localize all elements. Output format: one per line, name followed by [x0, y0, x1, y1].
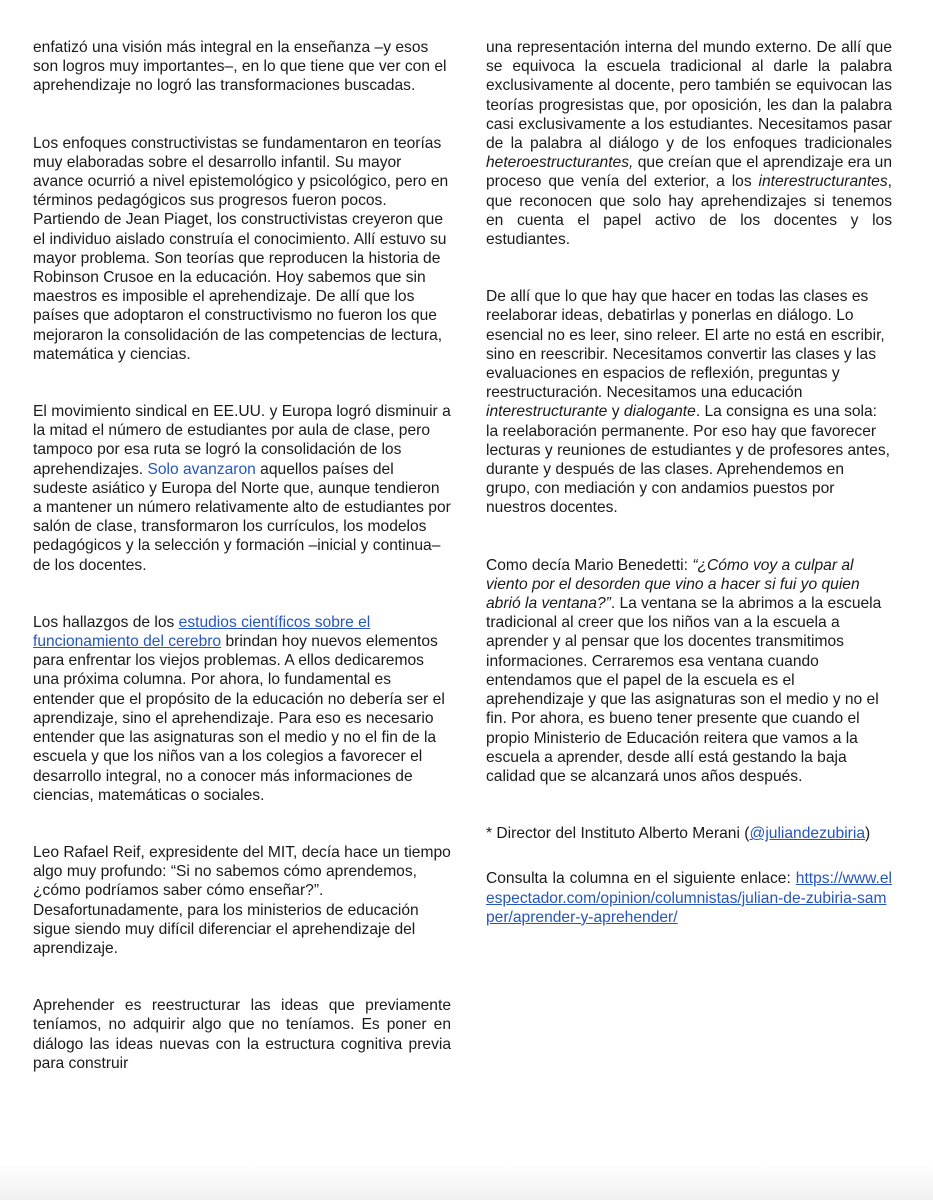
paragraph-union-movement — [33, 402, 451, 575]
author-note-close: ) — [865, 825, 871, 843]
paragraph-mit-quote — [33, 843, 451, 958]
right-column — [486, 38, 892, 927]
author-note — [486, 824, 892, 843]
left-column — [33, 38, 451, 1111]
paragraph-classes-conjunction: y — [611, 403, 620, 421]
paragraph-classes-text-b: . La consigna es una sola: la reelaboración permanente. Por eso hay que favorecer lecturas y reuniones de estudiantes y de profesores antes, durante y después de las clases. Aprehendemos en grupo, con mediación y con andamios puestos por nuestros docentes. — [486, 403, 890, 517]
paragraph-constructivism — [33, 134, 451, 364]
author-note-text: * Director del Instituto Alberto Merani ( — [486, 825, 750, 843]
paragraph-aprehender-text: Aprehender es reestructurar las ideas que previamente teníamos, no adquirir algo que no teníamos. Es poner en diálogo las ideas nuevas con la estructura cognitiva previa para construir — [33, 997, 451, 1072]
paragraph-union-text-b: aquellos países del sudeste asiático y Europa del Norte que, aunque tendieron a mantener un número relativamente alto de estudiantes por salón de clase, transformaron los currículos, los modelos pedagógicos y la selección y formación –inicial y continua– de los docentes. — [33, 460, 451, 574]
source-link-paragraph — [486, 869, 892, 927]
paragraph-brain-studies — [33, 613, 451, 805]
paragraph-representation-text-b: que creían que el aprendizaje era un proceso que venía del exterior, a los — [486, 154, 892, 191]
source-link-label: Consulta la columna en el siguiente enlace: — [486, 870, 791, 888]
paragraph-representation-text-a: una representación interna del mundo externo. De allí que se equivoca la escuela tradicional al darle la palabra exclusivamente al docente, pero también se equivocan las teorías progresistas que, por oposición, les dan la palabra casi exclusivamente a los estudiantes. Necesitamos pasar de la palabra al diálogo y de los enfoques tradicionales — [486, 39, 892, 153]
paragraph-union-text-a: El movimiento sindical en EE.UU. y Europa logró disminuir a la mitad el número de estudiantes por aula de clase, pero tampoco por esa ruta se logró la consolidación de los aprehendizajes. — [33, 403, 451, 478]
twitter-handle-link[interactable]: @juliandezubiria — [749, 825, 866, 843]
term-interestructurante: interestructurante — [486, 403, 608, 421]
paragraph-internal-representation — [486, 38, 892, 249]
paragraph-brain-text-a: Los hallazgos de los — [33, 613, 175, 631]
paragraph-1-text: enfatizó una visión más integral en la enseñanza –y esos son logros muy importantes–, en lo que tiene que ver con el aprehendizaje no logró las transformaciones buscadas. — [33, 39, 447, 95]
paragraph-classes-text-a: De allí que lo que hay que hacer en todas las clases es reelaborar ideas, debatirlas y ponerlas en diálogo. Lo esencial no es leer, sino releer. El arte no está en escribir, sino en reescribir. Necesitamos convertir las clases y las evaluaciones en espacios de reflexión, preguntas y reestructuración. Necesitamos una educación — [486, 288, 885, 402]
paragraph-mit-text: Leo Rafael Reif, expresidente del MIT, decía hace un tiempo algo muy profundo: “Si no sabemos cómo aprendemos, ¿cómo podríamos saber cómo enseñar?”. Desafortunadamente, para los ministerios de educación sigue siendo muy difícil diferenciar el aprehendizaje del aprendizaje. — [33, 843, 451, 957]
term-heteroestructurantes: heteroestructurantes, — [486, 154, 634, 172]
source-url-link[interactable]: https://www.elespectador.com/opinion/columnistas/julian-de-zubiria-samper/aprender-y-aprehender/ — [486, 870, 892, 926]
paragraph-aprehender — [33, 996, 451, 1073]
brain-studies-link[interactable]: estudios científicos sobre el funcionamiento del cerebro — [33, 613, 371, 651]
paragraph-classes — [486, 287, 892, 517]
paragraph-constructivism-text: Los enfoques constructivistas se fundamentaron en teorías muy elaboradas sobre el desarrollo infantil. Su mayor avance ocurrió a nivel epistemológico y psicológico, pero en términos pedagógicos sus progresos fueron pocos. Partiendo de Jean Piaget, los constructivistas creyeron que el individuo aislado construía el conocimiento. Allí estuvo su mayor problema. Son teorías que reproducen la historia de Robinson Crusoe en la educación. Hoy sabemos que sin maestros es imposible el aprehendizaje. De allí que los países que adoptaron el constructivismo no fueron los que mejoraron la consolidación de las competencias de lectura, matemática y ciencias. — [33, 134, 449, 363]
page-bottom-shadow — [0, 1164, 933, 1200]
term-dialogante: dialogante — [623, 403, 696, 421]
paragraph-benedetti-text-b: . La ventana se la abrimos a la escuela tradicional al creer que los niños van a la escuela a aprender y al pensar que los docentes transmitimos informaciones. Cerraremos esa ventana cuando entendamos que el papel de la escuela es el aprehendizaje y que las asignaturas son el medio y no el fin. Por ahora, es bueno tener presente que cuando el propio Ministerio de Educación reitera que vamos a la escuela a aprender, desde allí está gestando la baja calidad que se alcanzará unos años después. — [486, 595, 882, 785]
highlighted-text-solo-avanzaron: Solo avanzaron — [147, 460, 256, 478]
paragraph-1 — [33, 38, 451, 96]
paragraph-representation-text-c: , que reconocen que solo hay aprehendizajes si tenemos en cuenta el papel activo de los docentes y los estudiantes. — [486, 173, 892, 249]
paragraph-benedetti — [486, 556, 892, 786]
term-interestructurantes: interestructurantes — [758, 173, 888, 191]
benedetti-quote: “¿Cómo voy a culpar al viento por el desorden que vino a hacer si fui yo quien abrió la ventana?” — [486, 556, 860, 613]
paragraph-brain-text-b: brindan hoy nuevos elementos para enfrentar los viejos problemas. A ellos dedicaremos una próxima columna. Por ahora, lo fundamental es entender que el propósito de la educación no debería ser el aprendizaje, sino el aprehendizaje. Para eso es necesario entender que las asignaturas son el medio y no el fin de la escuela y que los niños van a los colegios a favorecer el desarrollo integral, no a conocer más informaciones de ciencias, matemáticas o sociales. — [33, 633, 445, 804]
paragraph-benedetti-text-a: Como decía Mario Benedetti: — [486, 556, 688, 574]
